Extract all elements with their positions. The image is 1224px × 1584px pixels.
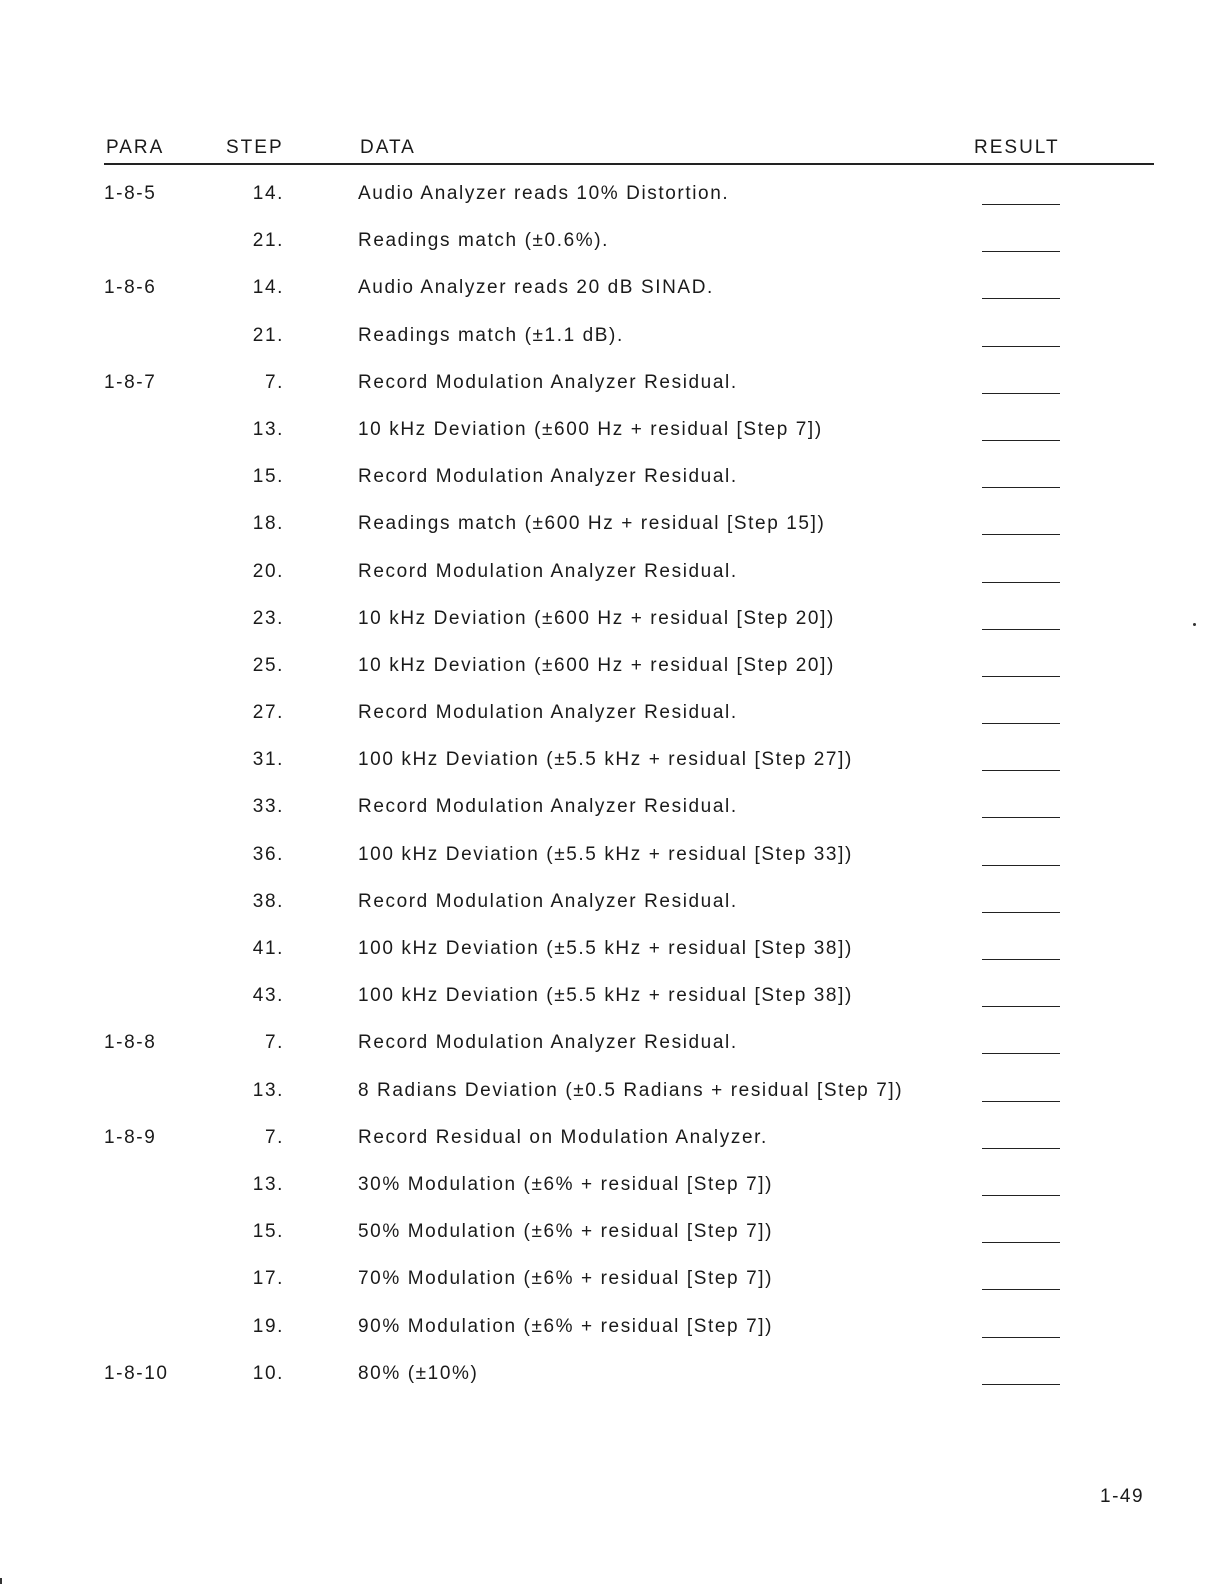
row-para: 1-8-9 (104, 1126, 157, 1148)
table-row (104, 457, 1154, 504)
result-blank-line[interactable] (982, 440, 1060, 441)
row-data: 10 kHz Deviation (±600 Hz + residual [Step 20]) (358, 607, 835, 629)
row-step: 20. (252, 560, 284, 582)
result-blank-line[interactable] (982, 1242, 1060, 1243)
result-blank-line[interactable] (982, 723, 1060, 724)
row-data: Audio Analyzer reads 10% Distortion. (358, 183, 730, 204)
row-step: 7. (264, 1032, 284, 1054)
header-step: STEP (226, 137, 284, 158)
row-data: 100 kHz Deviation (±5.5 kHz + residual [Step 38]) (358, 938, 853, 959)
table-row (104, 1354, 1154, 1401)
row-step: 41. (252, 938, 284, 959)
row-data: 50% Modulation (±6% + residual [Step 7]) (358, 1221, 774, 1243)
row-data: 10 kHz Deviation (±600 Hz + residual [Step 7]) (358, 418, 823, 440)
result-blank-line[interactable] (982, 1384, 1060, 1385)
row-data: 90% Modulation (±6% + residual [Step 7]) (358, 1315, 774, 1337)
table-row (104, 1071, 1154, 1118)
result-blank-line[interactable] (982, 346, 1060, 347)
header-result: RESULT (974, 137, 1060, 158)
row-data: Record Residual on Modulation Analyzer. (358, 1126, 768, 1148)
row-data: Record Modulation Analyzer Residual. (358, 796, 738, 818)
table-row (104, 1023, 1154, 1070)
result-blank-line[interactable] (982, 817, 1060, 818)
header-data: DATA (360, 137, 416, 158)
row-step: 21. (252, 324, 284, 346)
row-data: 30% Modulation (±6% + residual [Step 7]) (358, 1173, 774, 1195)
row-step: 7. (264, 1126, 284, 1148)
row-step: 13. (252, 418, 284, 440)
result-blank-line[interactable] (982, 1101, 1060, 1102)
table-row (104, 410, 1154, 457)
page-number: 1-49 (1100, 1486, 1145, 1507)
row-para: 1-8-6 (104, 277, 157, 299)
table-row (104, 1165, 1154, 1212)
scan-speck (1193, 623, 1196, 626)
row-data: Record Modulation Analyzer Residual. (358, 371, 738, 393)
result-blank-line[interactable] (982, 204, 1060, 205)
result-blank-line[interactable] (982, 1337, 1060, 1338)
result-blank-line[interactable] (982, 1289, 1060, 1290)
row-data: 100 kHz Deviation (±5.5 kHz + residual [Step 38]) (358, 985, 853, 1007)
table-row (104, 646, 1154, 693)
table-row (104, 316, 1154, 363)
result-blank-line[interactable] (982, 1195, 1060, 1196)
result-blank-line[interactable] (982, 1053, 1060, 1054)
result-blank-line[interactable] (982, 298, 1060, 299)
row-data: 10 kHz Deviation (±600 Hz + residual [Step 20]) (358, 654, 835, 676)
table-row (104, 1259, 1154, 1306)
row-para: 1-8-10 (104, 1362, 169, 1384)
result-blank-line[interactable] (982, 582, 1060, 583)
row-step: 33. (252, 796, 284, 818)
row-data: Record Modulation Analyzer Residual. (358, 466, 738, 488)
result-blank-line[interactable] (982, 251, 1060, 252)
row-step: 14. (252, 183, 284, 204)
row-data: 100 kHz Deviation (±5.5 kHz + residual [Step 27]) (358, 749, 853, 771)
table-row (104, 740, 1154, 787)
row-data: Record Modulation Analyzer Residual. (358, 890, 738, 912)
row-step: 25. (252, 654, 284, 676)
row-step: 17. (252, 1268, 284, 1290)
result-blank-line[interactable] (982, 534, 1060, 535)
row-step: 21. (252, 230, 284, 252)
row-step: 43. (252, 985, 284, 1007)
row-data: Readings match (±1.1 dB). (358, 324, 624, 346)
table-row (104, 504, 1154, 551)
row-data: Record Modulation Analyzer Residual. (358, 560, 738, 582)
row-data: Audio Analyzer reads 20 dB SINAD. (358, 277, 714, 299)
row-step: 31. (252, 749, 284, 771)
table-row (104, 835, 1154, 882)
table-row (104, 599, 1154, 646)
row-step: 10. (252, 1362, 284, 1384)
result-blank-line[interactable] (982, 770, 1060, 771)
row-step: 7. (264, 371, 284, 393)
table-row (104, 363, 1154, 410)
table-row (104, 976, 1154, 1023)
scan-speck (0, 1578, 2, 1584)
test-data-table (104, 174, 1154, 1401)
result-blank-line[interactable] (982, 865, 1060, 866)
table-row (104, 174, 1154, 221)
row-step: 36. (252, 843, 284, 865)
table-row (104, 882, 1154, 929)
result-blank-line[interactable] (982, 912, 1060, 913)
table-row (104, 929, 1154, 976)
row-step: 27. (252, 702, 284, 724)
table-row (104, 268, 1154, 315)
table-row (104, 221, 1154, 268)
result-blank-line[interactable] (982, 487, 1060, 488)
row-step: 19. (252, 1315, 284, 1337)
row-data: Record Modulation Analyzer Residual. (358, 1032, 738, 1054)
table-row (104, 1118, 1154, 1165)
row-step: 18. (252, 513, 284, 535)
row-para: 1-8-8 (104, 1032, 157, 1054)
result-blank-line[interactable] (982, 1006, 1060, 1007)
row-data: Readings match (±0.6%). (358, 230, 610, 252)
row-data: Readings match (±600 Hz + residual [Step 15]) (358, 513, 826, 535)
row-para: 1-8-5 (104, 183, 157, 204)
row-data: 80% (±10%) (358, 1362, 479, 1384)
row-step: 23. (252, 607, 284, 629)
row-data: 8 Radians Deviation (±0.5 Radians + residual [Step 7]) (358, 1079, 904, 1101)
row-step: 13. (252, 1173, 284, 1195)
row-data: 100 kHz Deviation (±5.5 kHz + residual [Step 33]) (358, 843, 853, 865)
table-row (104, 693, 1154, 740)
row-step: 14. (252, 277, 284, 299)
row-data: Record Modulation Analyzer Residual. (358, 702, 738, 724)
table-header (104, 136, 1154, 165)
header-para: PARA (106, 137, 165, 158)
table-row (104, 1307, 1154, 1354)
row-step: 38. (252, 890, 284, 912)
row-data: 70% Modulation (±6% + residual [Step 7]) (358, 1268, 774, 1290)
row-step: 15. (252, 1221, 284, 1243)
table-row (104, 1212, 1154, 1259)
row-step: 15. (252, 466, 284, 488)
table-row (104, 552, 1154, 599)
result-blank-line[interactable] (982, 959, 1060, 960)
result-blank-line[interactable] (982, 676, 1060, 677)
result-blank-line[interactable] (982, 393, 1060, 394)
row-step: 13. (252, 1079, 284, 1101)
row-para: 1-8-7 (104, 371, 157, 393)
result-blank-line[interactable] (982, 629, 1060, 630)
table-row (104, 787, 1154, 834)
result-blank-line[interactable] (982, 1148, 1060, 1149)
